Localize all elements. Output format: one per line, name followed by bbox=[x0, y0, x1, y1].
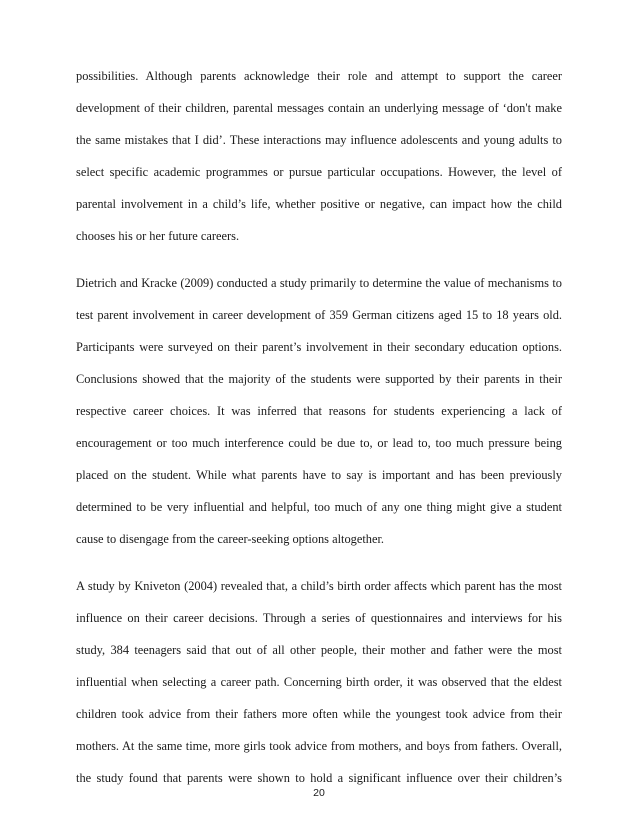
paragraph-2-line-3: Participants were surveyed on their parent’s involvement in their secondary education options. bbox=[76, 340, 562, 354]
paragraph-2-line-9: cause to disengage from the career-seeking options altogether. bbox=[76, 532, 385, 546]
paragraph-1-line-1: possibilities. Although parents acknowledge their role and attempt to support the career bbox=[76, 69, 562, 83]
paragraph-2-line-2: test parent involvement in career development of 359 German citizens aged 15 to 18 years old. bbox=[76, 308, 562, 322]
page-number: 20 bbox=[313, 787, 325, 799]
paragraph-3-line-5: children took advice from their fathers more often while the youngest took advice from their bbox=[76, 707, 562, 721]
paragraph-1-line-6: chooses his or her future careers. bbox=[76, 229, 240, 243]
paragraph-3-line-2: influence on their career decisions. Through a series of questionnaires and interviews for his bbox=[76, 611, 562, 625]
paragraph-3-line-6: mothers. At the same time, more girls took advice from mothers, and boys from fathers. Overall, bbox=[76, 739, 562, 753]
paragraph-3-line-1: A study by Kniveton (2004) revealed that, a child’s birth order affects which parent has the most bbox=[76, 579, 562, 593]
paragraph-2-line-4: Conclusions showed that the majority of the students were supported by their parents in their bbox=[76, 372, 562, 386]
paragraph-1-line-3: the same mistakes that I did’. These interactions may influence adolescents and young adults to bbox=[76, 133, 562, 147]
paragraph-3-line-3: study, 384 teenagers said that out of all other people, their mother and father were the most bbox=[76, 643, 562, 657]
paragraph-3-line-7: the study found that parents were shown to hold a significant influence over their children’s bbox=[76, 771, 562, 785]
paragraph-1-line-2: development of their children, parental messages contain an underlying message of ‘don't make bbox=[76, 101, 562, 115]
paragraph-3-line-4: influential when selecting a career path. Concerning birth order, it was observed that the eldest bbox=[76, 675, 562, 689]
paragraph-2-line-8: determined to be very influential and helpful, too much of any one thing might give a student bbox=[76, 500, 562, 514]
paragraph-1-line-4: select specific academic programmes or pursue particular occupations. However, the level of bbox=[76, 165, 562, 179]
paragraph-2-line-5: respective career choices. It was inferred that reasons for students experiencing a lack of bbox=[76, 404, 562, 418]
paragraph-2-line-6: encouragement or too much interference could be due to, or lead to, too much pressure being bbox=[76, 436, 562, 450]
paragraph-1-line-5: parental involvement in a child’s life, whether positive or negative, can impact how the child bbox=[76, 197, 562, 211]
paragraph-2-line-7: placed on the student. While what parents have to say is important and has been previously bbox=[76, 468, 562, 482]
paragraph-2-line-1: Dietrich and Kracke (2009) conducted a study primarily to determine the value of mechanisms to bbox=[76, 276, 562, 290]
